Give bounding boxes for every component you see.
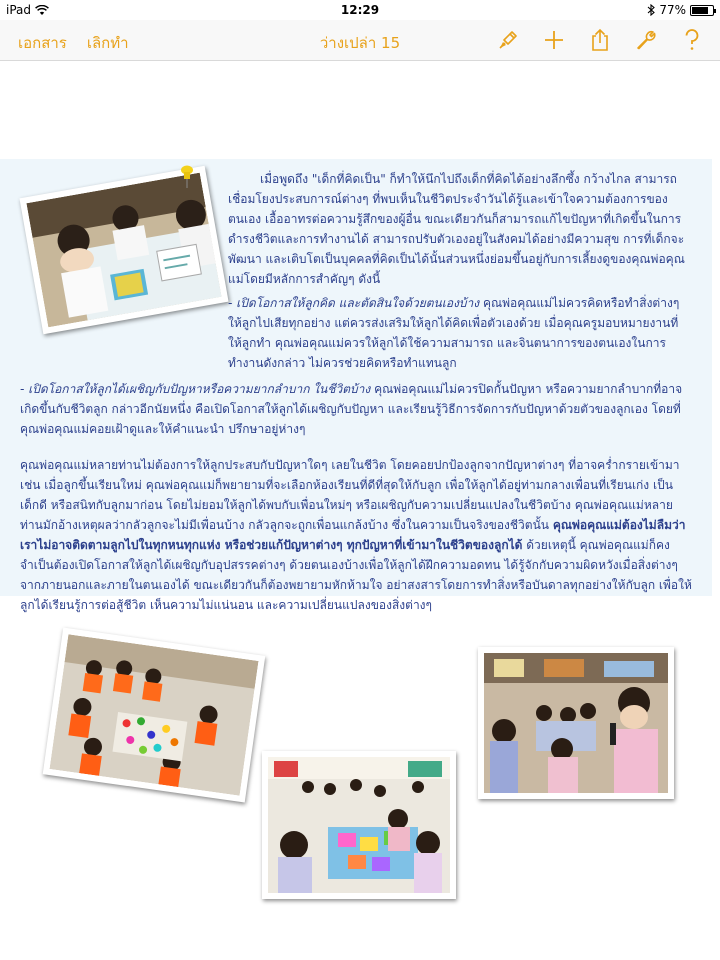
photo-kids-drawing[interactable]	[19, 166, 228, 335]
share-icon[interactable]	[588, 28, 612, 52]
paragraph-face-problems-text: คุณพ่อคุณแม่ไม่ควรปิดกั้นปัญหา หรือความยากลำบากที่อาจเกิดขึ้นกับชีวิตลูก กล่าวอีกนัยหนึ่ง คือเปิดโอกาสให้ลูกได้เผชิญกับปัญหา และเรียนรู้วิธีการจัดการกับปัญหาด้วยตัวของลูกเอง โดยที่คุณพ่อคุณแม่คอยเฝ้าดูและให้คำแนะนำ ปรึกษาอยู่ห่างๆ	[20, 382, 683, 436]
paragraph-think-decide-text: คุณพ่อคุณแม่ไม่ควรคิดหรือทำสิ่งต่างๆ ให้ลูกไปเสียทุกอย่าง แต่ควรส่งเสริมให้ลูกได้คิดเพื่อตัวเองด้วย เมื่อคุณครูมอบหมายงานที่ให้ลูกทำ คุณพ่อคุณแม่ควรให้ลูกได้ใช้ความสามารถ และจินตนาการของตนเองในการทำงานดังกล่าว ไม่ควรช่วยคิดหรือทำแทนลูก	[228, 296, 680, 370]
bluetooth-icon	[647, 4, 655, 16]
text-panel[interactable]	[0, 159, 712, 612]
photo-kids-playing-floor[interactable]	[43, 628, 266, 803]
toolbar	[0, 20, 720, 61]
document-title[interactable]: ว่างเปล่า 15	[319, 34, 401, 52]
status-right	[647, 3, 714, 17]
status-bar	[0, 0, 720, 20]
wrench-icon[interactable]	[634, 28, 658, 52]
paragraph-parents[interactable]	[20, 455, 692, 615]
battery-percent: 77%	[659, 3, 686, 17]
paragraph-intro[interactable]	[228, 169, 690, 289]
document-canvas[interactable]	[0, 61, 720, 960]
documents-button[interactable]: เอกสาร	[18, 34, 67, 52]
battery-icon	[690, 5, 714, 16]
photo-scene	[268, 757, 450, 893]
pushpin-icon	[180, 165, 194, 189]
device-name: iPad	[6, 3, 32, 17]
paragraph-intro-text: เมื่อพูดถึง "เด็กที่คิดเป็น" ก็ทำให้นึกไปถึงเด็กที่คิดได้อย่างลึกซึ้ง กว้างไกล สามารถเชื่อมโยงประสบการณ์ต่างๆ ที่พบเห็นในชีวิตประจำวันได้รู้และเข้าใจความต้องการของตนเอง เอื้ออาทรต่อความรู้สึกของผู้อื่น ขณะเดียวกันก็สามารถแก้ไขปัญหาที่เกิดขึ้นในการดำรงชีวิตและการทำงานได้ สามารถปรับตัวเองอยู่ในสังคมได้อย่างมีความสุข การที่เด็กจะพัฒนา และเติบโตเป็นบุคคลที่คิดเป็นได้นั้นส่วนหนึ่งย่อมขึ้นอยู่กับการเลี้ยงดูของคุณพ่อคุณแม่โดยมีหลักการสำคัญๆ ดังนี้	[228, 172, 685, 286]
photo-kids-classroom-microphone[interactable]	[478, 647, 674, 799]
toolbar-right	[496, 28, 704, 52]
photo-scene	[49, 634, 258, 795]
plus-icon[interactable]	[542, 28, 566, 52]
photo-scene	[484, 653, 668, 793]
paragraph-parents-text-a: คุณพ่อคุณแม่หลายท่านไม่ต้องการให้ลูกประสบกับปัญหาใดๆ เลยในชีวิต โดยคอยปกป้องลูกจากปัญหาต่างๆ ที่อาจคร่ำกรายเข้ามา เช่น เมื่อลูกขึ้นเรียนใหม่ คุณพ่อคุณแม่ก็พยายามที่จะเลือกห้องเรียนที่ดีที่สุดให้กับลูก เพื่อให้ลูกได้อยู่ท่ามกลางเพื่อนที่เรียนเก่ง เป็นเด็กดี หรือสนิทกับลูกมาก่อน โดยไม่ยอมให้ลูกได้พบกับเพื่อนใหม่ๆ หรือเผชิญกับความเปลี่ยนแปลงในชีวิตบ้าง คุณพ่อคุณแม่หลายท่านมักอ้างเหตุผลว่ากลัวลูกจะไม่มีเพื่อนบ้าง กลัวลูกจะถูกเพื่อนแกล้งบ้าง ซึ่งในความเป็นจริงของชีวิตนั้น	[20, 458, 680, 532]
toolbar-left	[18, 31, 129, 55]
format-brush-icon[interactable]	[496, 28, 520, 52]
paragraph-think-decide[interactable]	[228, 293, 690, 373]
paragraph-parents-text-bold: คุณพ่อคุณแม่ต้องไม่ลืมว่า เราไม่อาจติดตามลูกไปในทุกหนทุกแห่ง หรือช่วยแก้ปัญหาต่างๆ ทุกปัญหาที่เข้ามาในชีวิตของลูกได้	[20, 518, 686, 552]
help-icon[interactable]	[680, 28, 704, 52]
paragraph-think-decide-heading: - เปิดโอกาสให้ลูกคิด และตัดสินใจด้วยตนเองบ้าง	[228, 296, 480, 310]
paragraph-parents-text-c: ด้วยเหตุนี้ คุณพ่อคุณแม่ก็คงจำเป็นต้องเปิดโอกาสให้ลูกได้เผชิญกับอุปสรรคต่างๆ ด้วยตนเองบ้างเพื่อให้ลูกได้ฝึกความอดทน ได้รู้จักกับความผิดหวังเมื่อสิ่งต่างๆ จากภายนอกและภายในตนเองได้ ขณะเดียวกันก็ต้องพยายามหักห้ามใจ อย่าสงสารโดยการทำสิ่งหรือบันดาลทุกอย่างให้กับลูก เพื่อให้ลูกได้เรียนรู้การต่อสู้ชีวิต เห็นความไม่แน่นอน และความเปลี่ยนแปลงของสิ่งต่างๆ	[20, 538, 692, 612]
paragraph-face-problems[interactable]	[20, 379, 692, 439]
paragraph-face-problems-heading: - เปิดโอกาสให้ลูกได้เผชิญกับปัญหาหรือความยากลำบาก ในชีวิตบ้าง	[20, 382, 371, 396]
photo-kids-puzzle-mat[interactable]	[262, 751, 456, 899]
undo-button[interactable]: เลิกทำ	[86, 34, 129, 52]
photo-scene	[26, 173, 221, 328]
status-time: 12:29	[340, 3, 380, 17]
